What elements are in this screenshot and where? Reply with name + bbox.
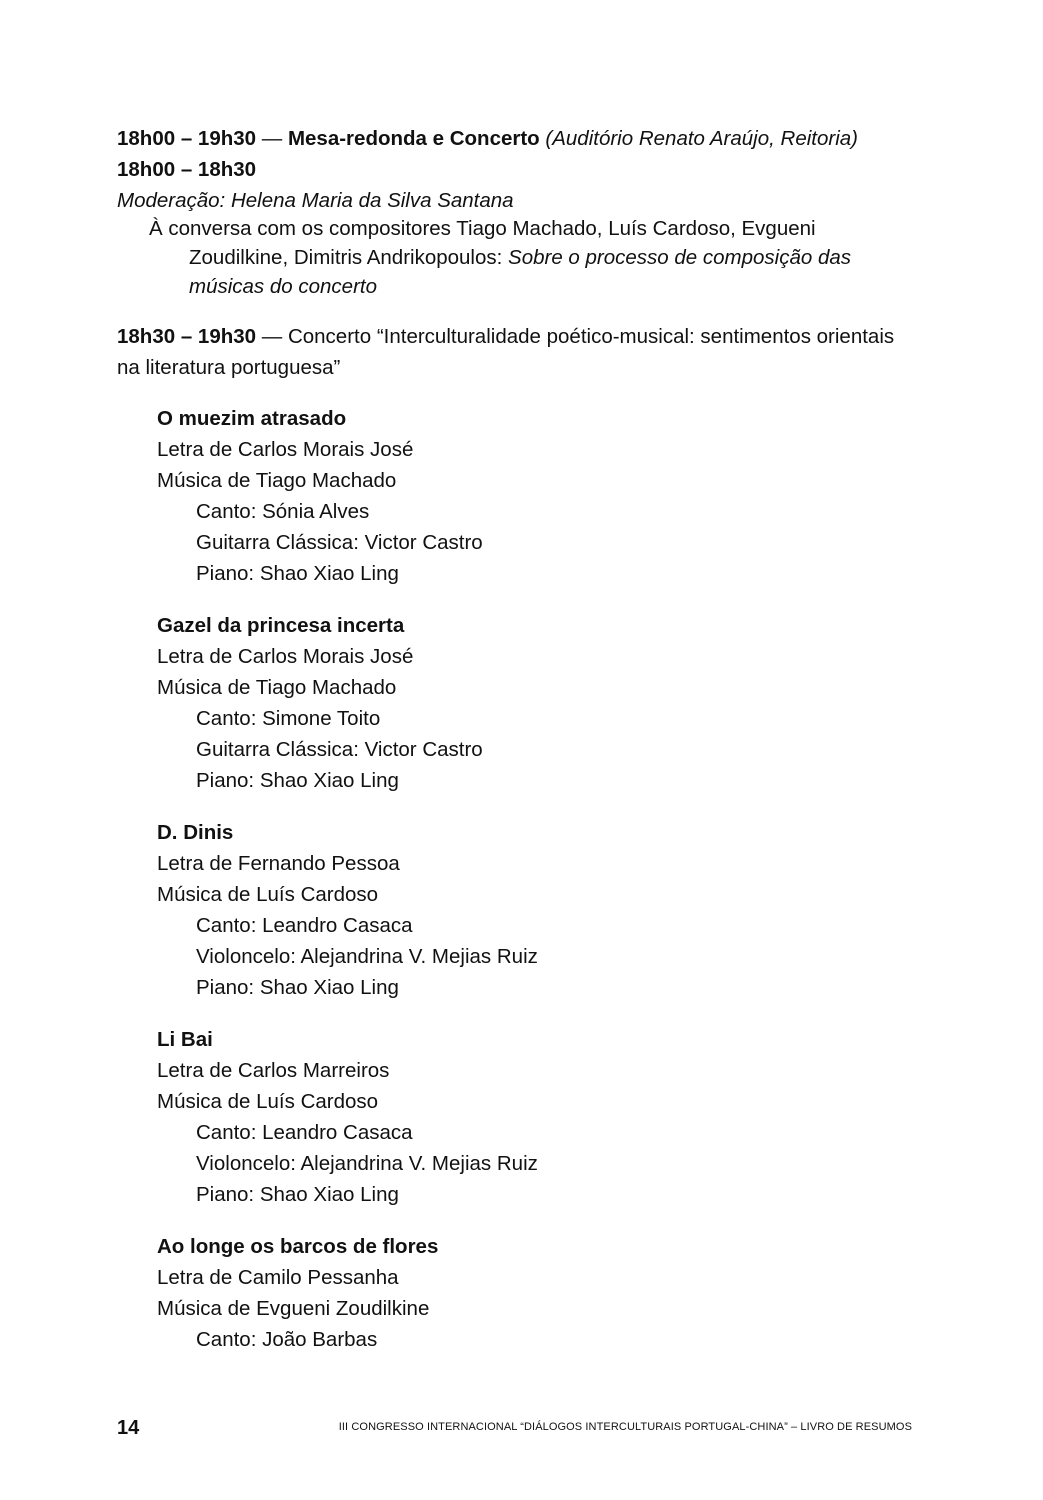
piece-musica: Música de Tiago Machado <box>157 469 397 492</box>
performer: Piano: Shao Xiao Ling <box>196 976 399 999</box>
performer: Guitarra Clássica: Victor Castro <box>196 531 483 554</box>
performer: Piano: Shao Xiao Ling <box>196 562 399 585</box>
em-dash: — <box>261 325 283 348</box>
piece-letra: Letra de Carlos Marreiros <box>157 1059 390 1082</box>
session-title: Mesa-redonda e Concerto <box>287 127 540 150</box>
piece-musica: Música de Evgueni Zoudilkine <box>157 1297 430 1320</box>
conversa-topic: Sobre o processo de composição das <box>508 246 852 269</box>
performer: Piano: Shao Xiao Ling <box>196 1183 399 1206</box>
piece-title: D. Dinis <box>157 821 234 844</box>
conversa-line-1: À conversa com os compositores Tiago Machado, Luís Cardoso, Evgueni <box>149 217 816 240</box>
concert-title-1: Concerto “Interculturalidade poético-musical: sentimentos orientais <box>287 325 895 348</box>
session-heading <box>117 124 858 153</box>
piece-letra: Letra de Camilo Pessanha <box>157 1266 399 1289</box>
session-time: 18h00 – 19h30 <box>117 127 257 150</box>
piece-musica: Música de Tiago Machado <box>157 676 397 699</box>
concert-heading <box>117 322 894 351</box>
performer: Canto: Simone Toito <box>196 707 381 730</box>
performer: Guitarra Clássica: Victor Castro <box>196 738 483 761</box>
performer: Canto: Leandro Casaca <box>196 914 413 937</box>
session-location: (Auditório Renato Araújo, Reitoria) <box>545 127 858 150</box>
performer: Canto: João Barbas <box>196 1328 378 1351</box>
concert-title-2: na literatura portuguesa” <box>117 356 341 379</box>
performer: Piano: Shao Xiao Ling <box>196 769 399 792</box>
performer: Violoncelo: Alejandrina V. Mejias Ruiz <box>196 1152 538 1175</box>
piece-musica: Música de Luís Cardoso <box>157 883 379 906</box>
subsession-time: 18h00 – 18h30 <box>117 158 257 181</box>
piece-musica: Música de Luís Cardoso <box>157 1090 379 1113</box>
performer: Canto: Leandro Casaca <box>196 1121 413 1144</box>
piece-letra: Letra de Carlos Morais José <box>157 438 414 461</box>
piece-title: O muezim atrasado <box>157 407 347 430</box>
piece-title: Ao longe os barcos de flores <box>157 1235 439 1258</box>
running-footer: III CONGRESSO INTERNACIONAL “DIÁLOGOS INTERCULTURAIS PORTUGAL-CHINA” – LIVRO DE RESUMOS <box>338 1421 912 1433</box>
conversa-line-2 <box>189 243 851 272</box>
page-number: 14 <box>117 1417 140 1439</box>
conversa-line-3: músicas do concerto <box>189 275 378 298</box>
piece-letra: Letra de Carlos Morais José <box>157 645 414 668</box>
performer: Canto: Sónia Alves <box>196 500 370 523</box>
concert-time: 18h30 – 19h30 <box>117 325 257 348</box>
piece-title: Li Bai <box>157 1028 213 1051</box>
moderation: Moderação: Helena Maria da Silva Santana <box>117 189 514 212</box>
em-dash: — <box>261 127 283 150</box>
piece-letra: Letra de Fernando Pessoa <box>157 852 400 875</box>
piece-title: Gazel da princesa incerta <box>157 614 405 637</box>
conversa-names: Zoudilkine, Dimitris Andrikopoulos: <box>189 246 503 269</box>
performer: Violoncelo: Alejandrina V. Mejias Ruiz <box>196 945 538 968</box>
